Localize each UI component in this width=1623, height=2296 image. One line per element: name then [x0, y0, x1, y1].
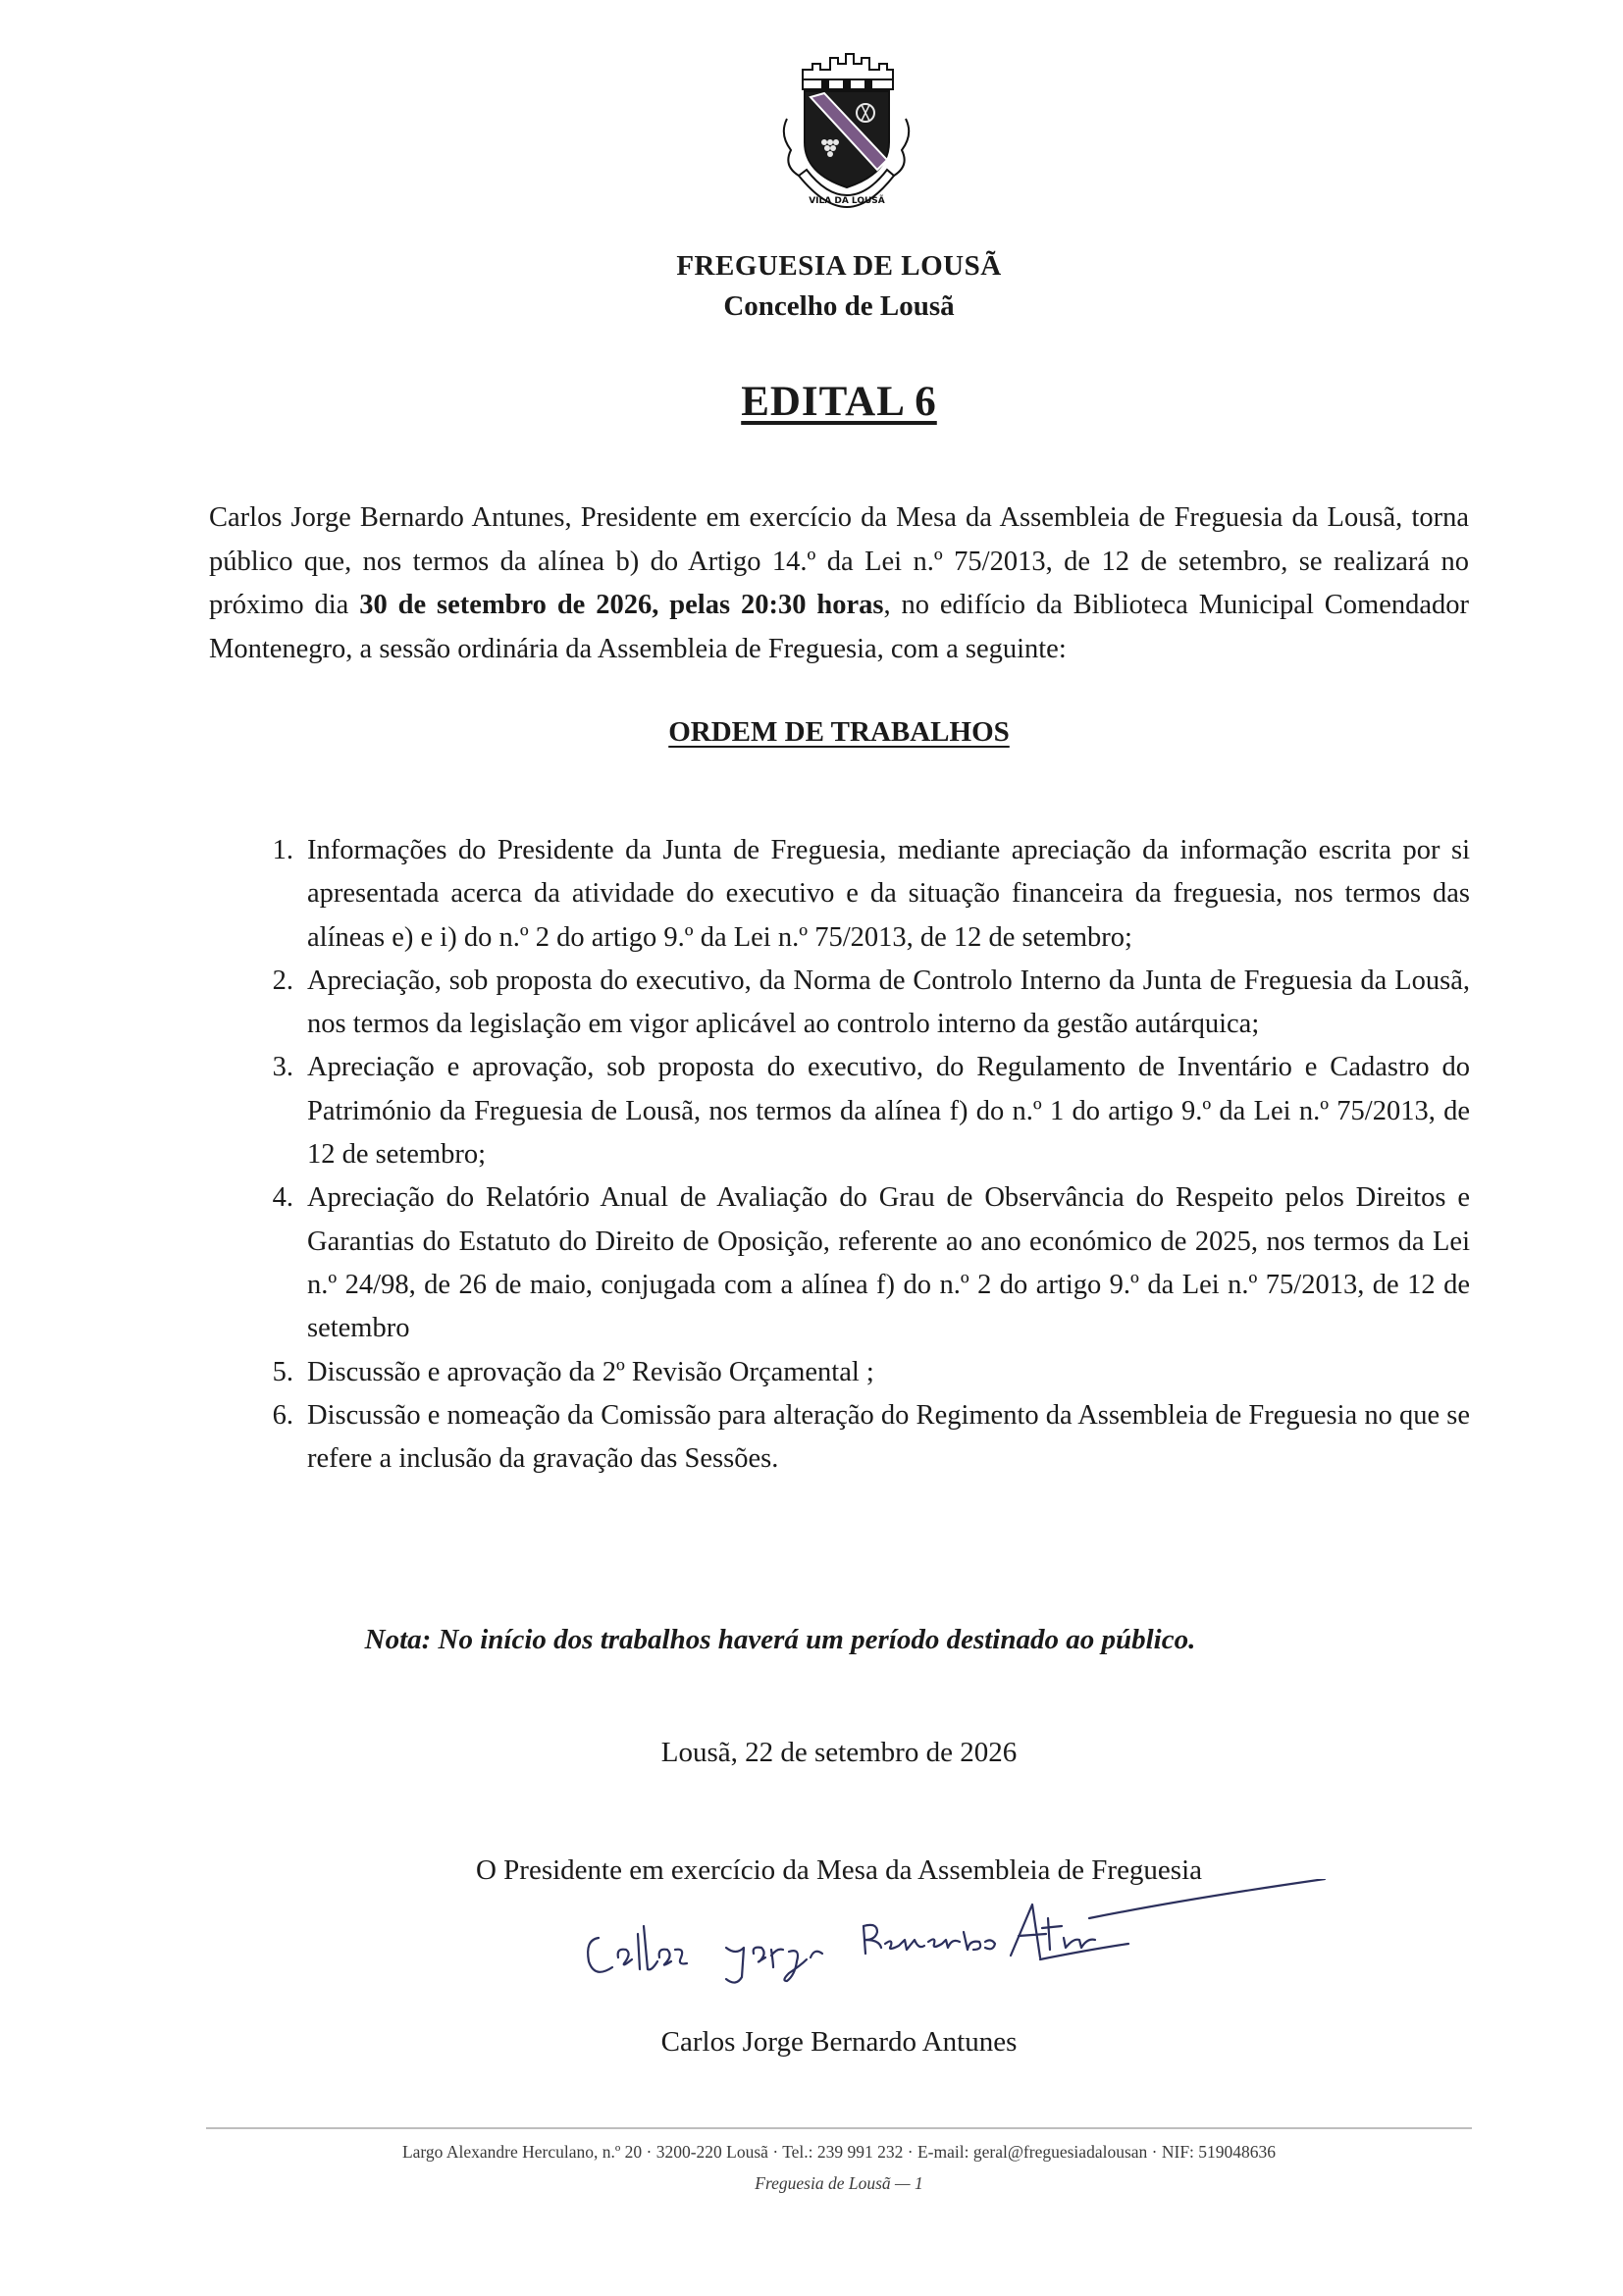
- organization-name: FREGUESIA DE LOUSÃ: [676, 250, 1002, 282]
- agenda-item-number: 6.: [272, 1399, 293, 1431]
- intro-text-end: , no edifício da Biblioteca Municipal Comendador Montenegro, a sessão ordinária da Assembleia de Freguesia, com a seguinte:: [209, 590, 1469, 664]
- agenda-item: [272, 1046, 1470, 1176]
- footer-contact: Largo Alexandre Herculano, n.º 20 · 3200-220 Lousã · Tel.: 239 991 232 · E-mail: geral@freguesiadalousan · NIF: 519048636: [401, 2142, 1277, 2162]
- document-title: EDITAL 6: [741, 379, 937, 425]
- place-and-date: Lousã, 22 de setembro de 2026: [660, 1737, 1018, 1768]
- signatory-name: Carlos Jorge Bernardo Antunes: [660, 2026, 1018, 2058]
- handwritten-signature: [579, 1879, 1364, 1987]
- intro-text-start: Carlos Jorge Bernardo Antunes, Presidente em exercício da Mesa da Assembleia de Freguesia da Lousã, torna público que, nos termos da alínea b) do Artigo 14.º da Lei n.º 75/2013, de 12 de setembro, se realizará no próximo dia: [209, 502, 1469, 620]
- agenda-item-number: 2.: [272, 965, 293, 996]
- footer-page-number: Freguesia de Lousã — 1: [755, 2173, 923, 2193]
- coat-of-arms-icon: [765, 44, 927, 211]
- intro-paragraph: [209, 496, 1469, 671]
- municipality-subtitle: Concelho de Lousã: [723, 290, 955, 322]
- agenda-item-number: 1.: [272, 835, 293, 865]
- session-date-time: 30 de setembro de 2026, pelas 20:30 horas: [359, 590, 884, 620]
- agenda-item-number: 4.: [272, 1182, 293, 1214]
- agenda-item: [272, 1394, 1470, 1482]
- agenda-item-number: 3.: [272, 1052, 293, 1083]
- svg-text:VILA DA LOUSÃ: VILA DA LOUSÃ: [809, 196, 885, 206]
- agenda-item: [272, 1176, 1470, 1350]
- agenda-list: [272, 829, 1470, 1481]
- agenda-item: [272, 829, 1470, 960]
- agenda-item: [272, 960, 1470, 1047]
- agenda-title: ORDEM DE TRABALHOS: [668, 716, 1010, 748]
- agenda-item-text: Apreciação do Relatório Anual de Avaliação do Grau de Observância do Respeito pelos Direitos e Garantias do Estatuto do Direito de Oposição, referente ao ano económico de 2025, nos termos da Lei n.º 24/98, de 26 de maio, conjugada com a alínea f) do n.º 2 do artigo 9.º da Lei n.º 75/2013, de 12 de setembro: [307, 1182, 1470, 1344]
- signatory-role: O Presidente em exercício da Mesa da Assembleia de Freguesia: [475, 1854, 1203, 1886]
- agenda-item-number: 5.: [272, 1356, 293, 1387]
- agenda-item-text: Discussão e nomeação da Comissão para alteração do Regimento da Assembleia de Freguesia no que se refere a inclusão da gravação das Sessões.: [307, 1399, 1470, 1475]
- agenda-item-text: Apreciação e aprovação, sob proposta do executivo, do Regulamento de Inventário e Cadastro do Património da Freguesia de Lousã, nos termos da alínea f) do n.º 1 do artigo 9.º da Lei n.º 75/2013, de 12 de setembro;: [307, 1052, 1470, 1171]
- agenda-item-text: Discussão e aprovação da 2º Revisão Orçamental ;: [307, 1356, 874, 1387]
- agenda-item-text: Informações do Presidente da Junta de Freguesia, mediante apreciação da informação escrita por si apresentada acerca da atividade do executivo e da situação financeira da freguesia, nos termos das alíneas e) e i) do n.º 2 do artigo 9.º da Lei n.º 75/2013, de 12 de setembro;: [307, 835, 1470, 953]
- public-period-note: Nota: No início dos trabalhos haverá um período destinado ao público.: [364, 1624, 1196, 1655]
- agenda-item-text: Apreciação, sob proposta do executivo, da Norma de Controlo Interno da Junta de Freguesia da Lousã, nos termos da legislação em vigor aplicável ao controlo interno da gestão autárquica;: [307, 965, 1470, 1040]
- footer-divider: [206, 2127, 1472, 2129]
- agenda-item: [272, 1351, 1470, 1394]
